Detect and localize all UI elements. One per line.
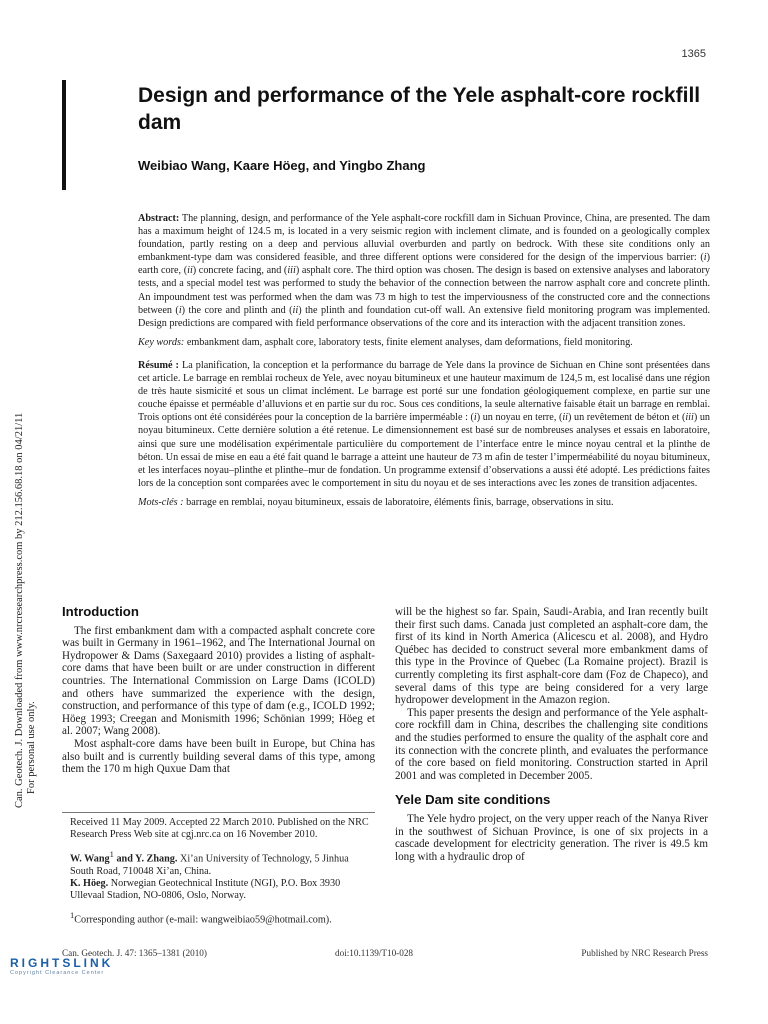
keywords-paragraph: Key words: embankment dam, asphalt core, laboratory tests, finite element analyses, dam deformations, field monitoring. [138, 336, 633, 348]
author-list: Weibiao Wang, Kaare Höeg, and Yingbo Zhang [138, 158, 426, 173]
footer-publisher: Published by NRC Research Press [581, 948, 708, 958]
intro-paragraph-2: Most asphalt-core dams have been built in Europe, but China has also built and is currently building several dams of this type, among them the 170 m high Quxue Dam that [62, 737, 375, 776]
intro-paragraph-3: will be the highest so far. Spain, Saudi-Arabia, and Iran recently built their first such dams. Canada just completed an asphalt-core dam, the first of its kind in North America (Alicescu et al. 2008), and Hydro Québec has decided to construct several more embankment dams of this type in the Province of Quebec (La Romaine project). Brazil is currently completing its first asphalt-core dam (Foz de Chapeco), and several dams of this type are being considered for a very large hydropower development in the Amazon region. [395, 606, 708, 707]
rightslink-logo: RIGHTSLINK Copyright Clearance Center [10, 956, 114, 976]
keywords-label: Key words: [138, 336, 185, 348]
received-note: Received 11 May 2009. Accepted 22 March 2010. Published on the NRC Research Press Web site at cgj.nrc.ca on 16 November 2010. [70, 817, 369, 841]
intro-paragraph-4: This paper presents the design and performance of the Yele asphalt-core rockfill dam in China, describes the challenging site conditions and the studies performed to ensure the quality of the asphalt core and its connection with the concrete plinth, and evaluates the performance of the core based on field monitoring. Construction started in April 2001 and was completed in December 2005. [395, 706, 708, 782]
resume-label: Résumé : [138, 359, 179, 371]
affiliation-1: W. Wang$^1$ and Y. Zhang. Xi’an University of Technology, 5 Jinhua South Road, 710048 Xi’an, China. K. Höeg. Norwegian Geotechnical Institute (NGI), P.O. Box 3930 Ullevaal Stadion, NO-0806, Oslo, Norway. [70, 848, 349, 902]
right-column [395, 606, 708, 863]
footnote-rule [62, 812, 375, 813]
footer-citation: Can. Geotech. J. 47: 1365–1381 (2010) [62, 948, 207, 958]
download-watermark: Can. Geotech. J. Downloaded from www.nrcresearchpress.com by 212.156.68.18 on 04/21/11 For personal use only. [14, 412, 37, 808]
mots-cles-label: Mots-clés : [138, 496, 184, 508]
resume-paragraph: Résumé : La planification, la conception et la performance du barrage de Yele dans la province de Sichuan en Chine sont présentées dans cet article. Le barrage en remblai rocheux de Yele, avec noyau bitumineux et une hauteur maximum de 124,5 m, est localisé dans une région de très haute sismicité et sous un climat inclément. Le barrage est porté sur une fondation géologiquement complexe, en partie sur une couche épaisse et perméable d’alluvions et en partie sur du roc. Sous ces conditions, la seule alternative faisable était un barrage en remblai. Trois options ont été considérées pour la conception de la barrière imperméable : (i) un noyau en terre, (ii) un revêtement de béton et (iii) un noyau bitumineux. Cette dernière solution a été retenue. Le dimensionnement est basé sur de nombreuses analyses et essais en laboratoire, ainsi que sure une modélisation expérimentale particulière du comportement de l’interface entre le mince noyau central et la plinthe de béton. Un essai de mise en eau a été fait quand le barrage a atteint une hauteur de 73 m afin de tester l’imperméabilité du noyau bitumineux, et les interfaces noyau–plinthe et plinthe–mur de fondation. Un programme extensif d’observations a aussi été adopté. Les prédictions faites lors de la conception sont comparées avec le comportement in situ du noyau et de ses interactions avec les zones de transition adjacentes. [138, 359, 711, 489]
corresponding-author: $^1$Corresponding author (e-mail: wangweibiao59@hotmail.com). [70, 909, 332, 926]
mots-cles-paragraph: Mots-clés : barrage en remblai, noyau bitumineux, essais de laboratoire, éléments finis, barrage, observations in situ. [138, 496, 614, 508]
introduction-heading: Introduction [62, 604, 139, 619]
left-column [62, 606, 375, 776]
page-number: 1365 [681, 48, 706, 60]
abstract-block [138, 212, 710, 509]
article-title: Design and performance of the Yele asphalt-core rockfill dam [138, 84, 701, 134]
footer-doi: doi:10.1139/T10-028 [335, 948, 414, 958]
intro-paragraph-1: The first embankment dam with a compacted asphalt concrete core was built in Germany in 1961–1962, and The International Journal on Hydropower & Dams (Saxegaard 2010) provides a listing of asphalt-core dams that have been built or are under construction in different countries. The International Commission on Large Dams (ICOLD) and others have summarized the experience with the design, construction, and performance of this type of dam (e.g., ICOLD 1992; Höeg 1993; Creegan and Monismith 1996; Schönian 1999; Höeg et al. 2007; Wang 2008). [62, 624, 375, 738]
title-accent-bar [62, 80, 66, 190]
site-conditions-heading: Yele Dam site conditions [395, 792, 551, 808]
site-paragraph-1: The Yele hydro project, on the very upper reach of the Nanya River in the southwest of Sichuan Province, is one of six projects in a cascade development for electricity generation. The river is 49.5 km long with a hydraulic drop of [395, 812, 708, 863]
footnotes-block [62, 812, 375, 933]
abstract-paragraph: Abstract: The planning, design, and performance of the Yele asphalt-core rockfill dam in Sichuan Province, China, are presented. The dam has a maximum height of 124.5 m, is located in a very seismic region with inclement climate, and is founded on a geologically complex foundation, partly resting on a deep and pervious alluvial overburden and partly on bedrock. With these site conditions only an embankment-type dam was considered feasible, and three different options were considered for the design of the impervious barrier: (i) earth core, (ii) concrete facing, and (iii) asphalt core. The third option was chosen. The design is based on extensive analyses and laboratory tests, and a special model test was performed to study the behavior of the connection between the narrow asphalt core and concrete plinth. An impoundment test was performed when the dam was 73 m high to test the imperviousness of the constructed core and the connections between (i) the core and plinth and (ii) the plinth and foundation cut-off wall. An extensive field monitoring program was implemented. Design predictions are compared with field performance observations of the core and its interaction with the adjacent transition zones. [138, 213, 710, 329]
abstract-label: Abstract: [138, 213, 180, 224]
